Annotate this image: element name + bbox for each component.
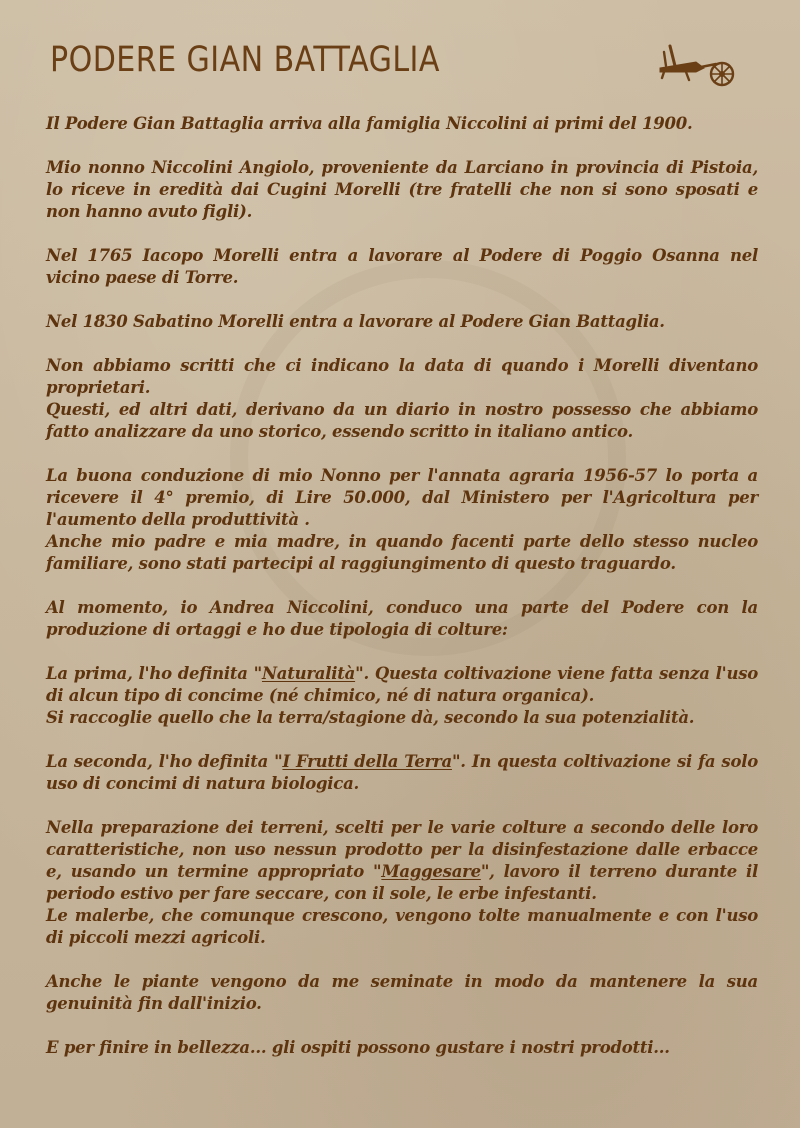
term-naturalita: Naturalità (261, 664, 356, 683)
paragraph-intro: Il Podere Gian Battaglia arriva alla famiglia Niccolini ai primi del 1900. (46, 114, 693, 133)
page-title: PODERE GIAN BATTAGLIA (50, 40, 440, 80)
paragraph-no-writings: Non abbiamo scritti che ci indicano la data di quando i Morelli diventano proprietari. (46, 356, 758, 397)
paragraph-andrea: Al momento, io Andrea Niccolini, conduco una parte del Podere con la produzione di ortaggi e ho due tipologia di colture: (46, 598, 758, 639)
paragraph-preparazione: Nella preparazione dei terreni, scelti per le varie colture a secondo delle loro caratteristiche, non uso nessun prodotto per la disinfestazione dalle erbacce e, usando un termine appropriato "Maggesare", lavoro il terreno durante il periodo estivo per fare seccare, con il sole, le erbe infestanti. (46, 818, 758, 903)
plow-cart-icon (656, 42, 742, 90)
document-body (46, 113, 758, 1081)
paragraph-grandfather: Mio nonno Niccolini Angiolo, proveniente da Larciano in provincia di Pistoia, lo riceve in eredità dai Cugini Morelli (tre fratelli che non si sono sposati e non hanno avuto figli). (46, 158, 758, 221)
paragraph-diary: Questi, ed altri dati, derivano da un diario in nostro possesso che abbiamo fatto analizzare da uno storico, essendo scritto in italiano antico. (46, 400, 758, 441)
paragraph-parents: Anche mio padre e mia madre, in quando facenti parte dello stesso nucleo familiare, sono stati partecipi al raggiungimento di questo traguardo. (46, 532, 758, 573)
paragraph-piante: Anche le piante vengono da me seminate in modo da mantenere la sua genuinità fin dall'inizio. (46, 972, 758, 1013)
paragraph-frutti-terra: La seconda, l'ho definita "I Frutti della Terra". In questa coltivazione si fa solo uso di concimi di natura biologica. (46, 752, 758, 793)
paragraph-naturalita: La prima, l'ho definita "Naturalità". Questa coltivazione viene fatta senza l'uso di alcun tipo di concime (né chimico, né di natura organica). (46, 664, 758, 705)
paragraph-malerbe: Le malerbe, che comunque crescono, vengono tolte manualmente e con l'uso di piccoli mezzi agricoli. (46, 906, 758, 947)
paragraph-harvest: Si raccoglie quello che la terra/stagione dà, secondo la sua potenzialità. (46, 708, 695, 727)
term-frutti-della-terra: I Frutti della Terra (282, 752, 452, 771)
paragraph-1830: Nel 1830 Sabatino Morelli entra a lavorare al Podere Gian Battaglia. (46, 312, 665, 331)
paragraph-award: La buona conduzione di mio Nonno per l'annata agraria 1956-57 lo porta a ricevere il 4° premio, di Lire 50.000, dal Ministero per l'Agricoltura per l'aumento della produttività . (46, 466, 758, 529)
paragraph-1765: Nel 1765 Iacopo Morelli entra a lavorare al Podere di Poggio Osanna nel vicino paese di Torre. (46, 246, 758, 287)
term-maggesare: Maggesare (381, 862, 481, 881)
paragraph-finale: E per finire in bellezza... gli ospiti possono gustare i nostri prodotti... (46, 1038, 670, 1057)
